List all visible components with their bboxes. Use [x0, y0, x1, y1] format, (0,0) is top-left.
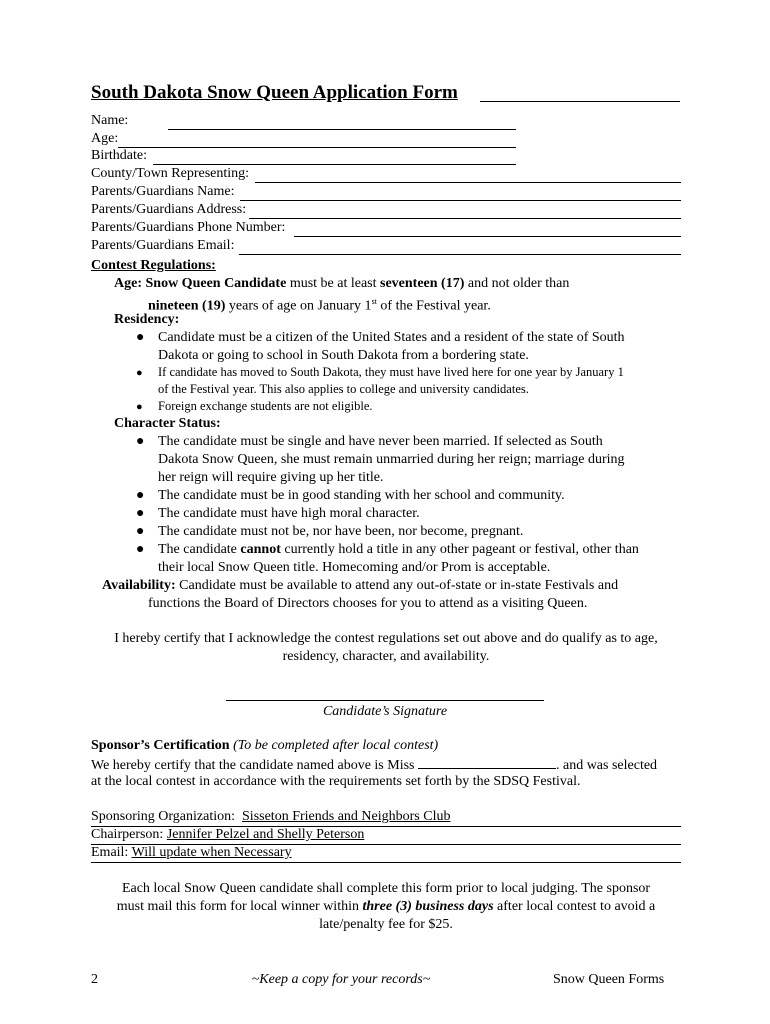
- residency-item-1a: Candidate must be a citizen of the United States and a resident of the state of South: [158, 330, 625, 345]
- availability-label: Availability:: [102, 578, 176, 593]
- bullet-icon: ●: [136, 524, 145, 539]
- parents-phone-field[interactable]: [91, 219, 681, 237]
- age-blank[interactable]: [118, 133, 516, 148]
- bullet-icon: ●: [136, 506, 145, 521]
- sponsor-line-2: at the local contest in accordance with the requirements set forth by the SDSQ Festival.: [91, 774, 581, 789]
- chairperson-value: Jennifer Pelzel and Shelly Peterson: [166, 827, 365, 842]
- bullet-icon: ●: [136, 330, 145, 345]
- signature-label: Candidate’s Signature: [322, 704, 448, 719]
- age-rule-text-4: of the Festival year.: [376, 298, 491, 314]
- character-item-1b: Dakota Snow Queen, she must remain unmarried during her reign; marriage during: [158, 452, 625, 467]
- miss-name-blank[interactable]: [418, 755, 556, 769]
- email-field[interactable]: [91, 844, 681, 863]
- notice-line-2-pre: must mail this form for local winner within: [116, 899, 363, 914]
- notice-line-1: Each local Snow Queen candidate shall complete this form prior to local judging. The sponsor: [121, 881, 651, 896]
- page-number: 2: [91, 972, 98, 987]
- age-rule-superscript: st: [371, 297, 377, 306]
- sponsor-line-1-pre: We hereby certify that the candidate named above is Miss: [91, 758, 418, 773]
- age-rule-line-2: [148, 293, 491, 316]
- character-item-5a-pre: The candidate: [158, 542, 241, 557]
- parents-address-field[interactable]: [91, 201, 681, 219]
- character-item-5b: their local Snow Queen title. Homecoming and/or Prom is acceptable.: [158, 560, 551, 575]
- bullet-icon: ●: [136, 542, 145, 557]
- birthdate-label: Birthdate:: [91, 148, 147, 163]
- character-item-5a: [158, 541, 639, 559]
- residency-item-2a: If candidate has moved to South Dakota, they must have lived here for one year by January 1: [158, 365, 624, 379]
- chairperson-field[interactable]: [91, 826, 681, 845]
- availability-text-1: Candidate must be available to attend any out-of-state or in-state Festivals and: [175, 578, 619, 593]
- county-label: County/Town Representing:: [91, 166, 250, 181]
- character-item-1a: The candidate must be single and have never been married. If selected as South: [158, 434, 603, 449]
- parents-email-label: Parents/Guardians Email:: [91, 238, 235, 253]
- notice-line-2: [91, 898, 681, 916]
- signature-line[interactable]: [226, 700, 544, 701]
- certify-line-2: residency, character, and availability.: [282, 649, 490, 664]
- age-label: Age:: [91, 131, 119, 146]
- parents-email-blank[interactable]: [239, 240, 681, 255]
- parents-email-field[interactable]: [91, 237, 681, 255]
- availability-line-2: functions the Board of Directors chooses for you to attend as a visiting Queen.: [148, 596, 588, 611]
- birthdate-blank[interactable]: [153, 150, 516, 165]
- chairperson-label: Chairperson:: [91, 827, 164, 842]
- sponsoring-organization-value: Sisseton Friends and Neighbors Club: [242, 809, 451, 824]
- name-label: Name:: [91, 113, 129, 128]
- character-item-3: The candidate must have high moral character.: [158, 506, 420, 521]
- sponsor-line-1-post: . and was selected: [555, 758, 658, 773]
- character-item-1c: her reign will require giving up her title.: [158, 470, 384, 485]
- availability-line-1: [102, 577, 618, 595]
- parents-address-label: Parents/Guardians Address:: [91, 202, 247, 217]
- age-rule-line-1: [114, 275, 569, 293]
- character-heading: Character Status:: [114, 416, 221, 431]
- residency-item-2b: of the Festival year. This also applies to college and university candidates.: [158, 382, 529, 396]
- county-field[interactable]: [91, 165, 681, 183]
- sponsor-line-1: [91, 755, 657, 775]
- residency-heading: Residency:: [114, 312, 180, 327]
- age-field[interactable]: [91, 130, 516, 148]
- notice-line-2-bold: three (3) business days: [362, 899, 494, 914]
- sponsor-heading: Sponsor’s Certification: [91, 738, 230, 753]
- email-label: Email:: [91, 845, 129, 860]
- parents-name-blank[interactable]: [240, 186, 681, 201]
- age-rule-text-2: and not older than: [464, 276, 570, 291]
- parents-address-blank[interactable]: [249, 204, 681, 219]
- age-rule-bold-2: seventeen (17): [380, 276, 465, 291]
- bullet-icon: ●: [136, 434, 145, 449]
- regulations-heading: Contest Regulations:: [91, 258, 216, 273]
- age-rule-bold-3: nineteen (19): [148, 298, 226, 314]
- parents-phone-blank[interactable]: [294, 222, 681, 237]
- sponsor-heading-line: [91, 737, 438, 755]
- county-blank[interactable]: [255, 168, 681, 183]
- parents-name-field[interactable]: [91, 183, 681, 201]
- residency-item-1b: Dakota or going to school in South Dakota from a bordering state.: [158, 348, 529, 363]
- email-value: Will update when Necessary: [131, 845, 292, 860]
- bullet-icon: ●: [136, 367, 143, 379]
- birthdate-field[interactable]: [91, 147, 516, 165]
- age-rule-text-1: must be at least: [286, 276, 381, 291]
- title-underline: [480, 101, 680, 102]
- bullet-icon: ●: [136, 401, 143, 413]
- name-blank[interactable]: [168, 115, 516, 130]
- footer-title: Snow Queen Forms: [553, 972, 665, 987]
- character-item-5a-post: currently hold a title in any other pageant or festival, other than: [280, 542, 639, 557]
- parents-phone-label: Parents/Guardians Phone Number:: [91, 220, 286, 235]
- character-item-5a-bold: cannot: [240, 542, 281, 557]
- bullet-icon: ●: [136, 488, 145, 503]
- name-field[interactable]: [91, 112, 516, 130]
- residency-item-3: Foreign exchange students are not eligible.: [158, 399, 373, 413]
- footer-note: ~Keep a copy for your records~: [251, 972, 431, 987]
- age-rule-text-3: years of age on January 1: [225, 298, 372, 314]
- certify-line-1: I hereby certify that I acknowledge the contest regulations set out above and do qualify as to age,: [114, 631, 658, 646]
- character-item-2: The candidate must be in good standing with her school and community.: [158, 488, 565, 503]
- sponsoring-organization-field[interactable]: [91, 808, 681, 827]
- sponsoring-organization-label: Sponsoring Organization:: [91, 809, 236, 824]
- parents-name-label: Parents/Guardians Name:: [91, 184, 235, 199]
- notice-line-2-post: after local contest to avoid a: [493, 899, 656, 914]
- age-rule-label: Age:: [114, 276, 142, 291]
- age-rule-bold-1: Snow Queen Candidate: [145, 276, 287, 291]
- sponsor-heading-note: (To be completed after local contest): [233, 738, 439, 753]
- page-title: South Dakota Snow Queen Application Form: [91, 82, 458, 103]
- notice-line-3: late/penalty fee for $25.: [319, 917, 453, 932]
- character-item-4: The candidate must not be, nor have been, nor become, pregnant.: [158, 524, 524, 539]
